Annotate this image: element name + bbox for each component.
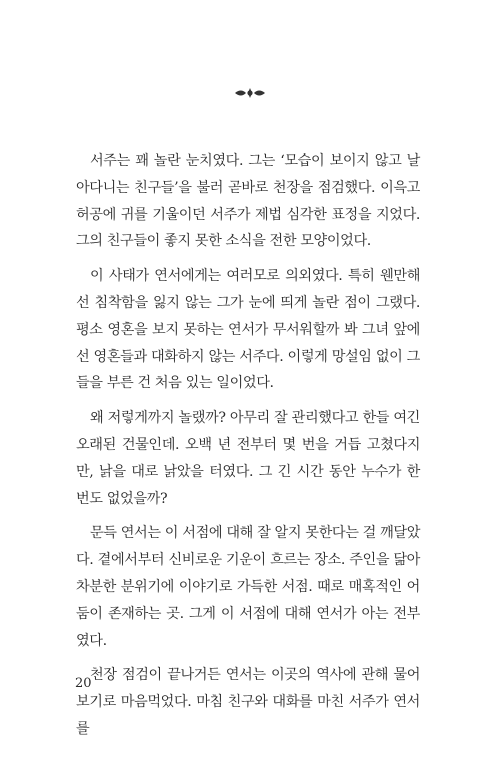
ornament-divider <box>0 86 500 100</box>
paragraph: 천장 점검이 끝나거든 연서는 이곳의 역사에 관해 물어보기로 마음먹었다. 마침 친구와 대화를 마친 서주가 연서를 <box>76 667 420 737</box>
paragraph: 서주는 꽤 놀란 눈치였다. 그는 ‘모습이 보이지 않고 날아다니는 친구들’을 불러 곧바로 천장을 점검했다. 이윽고 허공에 귀를 기울이던 서주가 제법 심각한 표정을 지었다. 그의 친구들이 좋지 못한 소식을 전한 모양이었다. <box>76 153 420 250</box>
paragraph: 왜 저렇게까지 놀랬까? 아무리 잘 관리했다고 한들 여긴 오래된 건물인데. 오백 년 전부터 몇 번을 거듭 고쳤다지만, 낡을 대로 낡았을 터였다. 그 긴 시간 동안 누수가 한 번도 없었을까? <box>76 410 420 507</box>
fleuron-icon <box>233 87 267 99</box>
body-text <box>76 148 420 751</box>
page-number: 20 <box>75 676 92 691</box>
paragraph: 문득 연서는 이 서점에 대해 잘 알지 못한다는 걸 깨달았다. 곁에서부터 신비로운 기운이 흐르는 장소. 주인을 닮아 차분한 분위기에 이야기로 가득한 서점. 때로 매혹적인 어둠이 존재하는 곳. 그게 이 서점에 대해 연서가 아는 전부였다. <box>76 525 420 649</box>
paragraph: 이 사태가 연서에게는 여러모로 의외였다. 특히 웬만해선 침착함을 잃지 않는 그가 눈에 띄게 놀란 점이 그랬다. 평소 영혼을 보지 못하는 연서가 무서워할까 봐 그녀 앞에선 영혼들과 대화하지 않는 서주다. 이렇게 망설임 없이 그들을 부른 건 처음 있는 일이었다. <box>76 268 420 392</box>
